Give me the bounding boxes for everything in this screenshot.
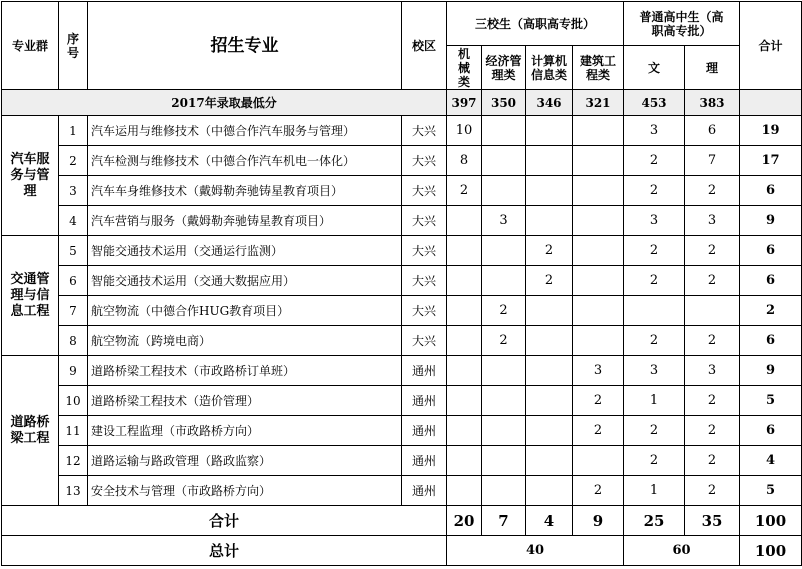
row-major: 航空物流（中德合作HUG教育项目） (88, 296, 402, 326)
row-campus: 大兴 (402, 176, 447, 206)
row-total: 9 (740, 206, 802, 236)
row-major: 智能交通技术运用（交通运行监测） (88, 236, 402, 266)
row-count-mech (447, 266, 482, 296)
header-sub-wen: 文 (624, 46, 685, 90)
row-count-mech: 10 (447, 116, 482, 146)
row-seq: 3 (59, 176, 88, 206)
row-campus: 通州 (402, 386, 447, 416)
min-score-total (740, 90, 802, 116)
row-count-li: 3 (685, 206, 740, 236)
min-score-construction: 321 (573, 90, 624, 116)
group-name: 道路桥梁工程 (2, 356, 59, 506)
row-count-wen: 3 (624, 116, 685, 146)
row-seq: 6 (59, 266, 88, 296)
row-count-wen: 2 (624, 176, 685, 206)
row-count-li: 2 (685, 446, 740, 476)
row-count-li: 2 (685, 326, 740, 356)
min-score-econ: 350 (482, 90, 526, 116)
group-name: 汽车服务与管理 (2, 116, 59, 236)
grand-total-row (2, 536, 802, 566)
row-seq: 7 (59, 296, 88, 326)
subtotal-econ: 7 (482, 506, 526, 536)
row-count-computer (526, 356, 573, 386)
row-count-mech (447, 416, 482, 446)
row-count-construction (573, 176, 624, 206)
row-count-econ (482, 386, 526, 416)
row-count-computer (526, 116, 573, 146)
subtotal-row (2, 506, 802, 536)
header-sub-mech: 机械类 (447, 46, 482, 90)
row-count-wen: 2 (624, 416, 685, 446)
table-row (2, 296, 802, 326)
table-row (2, 326, 802, 356)
row-seq: 2 (59, 146, 88, 176)
min-score-wen: 453 (624, 90, 685, 116)
table-row (2, 236, 802, 266)
row-count-construction (573, 116, 624, 146)
row-total: 6 (740, 416, 802, 446)
row-count-construction (573, 206, 624, 236)
row-count-econ: 3 (482, 206, 526, 236)
row-count-computer (526, 176, 573, 206)
table-row (2, 476, 802, 506)
header-sub-computer: 计算机信息类 (526, 46, 573, 90)
row-total: 5 (740, 476, 802, 506)
row-count-econ (482, 266, 526, 296)
row-total: 6 (740, 266, 802, 296)
row-count-econ (482, 236, 526, 266)
row-count-econ (482, 446, 526, 476)
row-count-econ (482, 146, 526, 176)
row-total: 6 (740, 236, 802, 266)
row-seq: 10 (59, 386, 88, 416)
group-name: 交通管理与信息工程 (2, 236, 59, 356)
row-count-li: 2 (685, 266, 740, 296)
row-total: 6 (740, 326, 802, 356)
row-count-wen: 2 (624, 236, 685, 266)
row-count-computer: 2 (526, 266, 573, 296)
row-count-computer (526, 146, 573, 176)
row-campus: 通州 (402, 446, 447, 476)
row-count-econ: 2 (482, 326, 526, 356)
row-count-wen: 1 (624, 386, 685, 416)
row-major: 智能交通技术运用（交通大数据应用） (88, 266, 402, 296)
row-count-econ (482, 116, 526, 146)
row-campus: 大兴 (402, 146, 447, 176)
row-count-construction: 2 (573, 386, 624, 416)
row-campus: 大兴 (402, 266, 447, 296)
header-three-school: 三校生（高职高专批） (447, 2, 624, 46)
row-count-construction (573, 326, 624, 356)
row-major: 建设工程监理（市政路桥方向） (88, 416, 402, 446)
min-score-li: 383 (685, 90, 740, 116)
table-row (2, 116, 802, 146)
row-count-li: 2 (685, 416, 740, 446)
row-count-mech (447, 386, 482, 416)
row-count-construction: 2 (573, 416, 624, 446)
header-sub-econ: 经济管理类 (482, 46, 526, 90)
header-sub-construction: 建筑工程类 (573, 46, 624, 90)
row-count-construction (573, 266, 624, 296)
subtotal-construction: 9 (573, 506, 624, 536)
row-count-econ (482, 476, 526, 506)
row-count-li: 3 (685, 356, 740, 386)
row-total: 5 (740, 386, 802, 416)
table-row (2, 176, 802, 206)
row-major: 汽车运用与维修技术（中德合作汽车服务与管理） (88, 116, 402, 146)
min-score-label: 2017年录取最低分 (2, 90, 447, 116)
row-campus: 大兴 (402, 116, 447, 146)
row-major: 安全技术与管理（市政路桥方向） (88, 476, 402, 506)
table-row (2, 416, 802, 446)
row-count-computer (526, 386, 573, 416)
row-count-computer (526, 296, 573, 326)
row-count-computer (526, 446, 573, 476)
row-major: 道路桥梁工程技术（造价管理） (88, 386, 402, 416)
grand-total-three-school: 40 (447, 536, 624, 566)
header-group: 专业群 (2, 2, 59, 90)
subtotal-wen: 25 (624, 506, 685, 536)
row-seq: 1 (59, 116, 88, 146)
row-seq: 4 (59, 206, 88, 236)
row-count-wen: 1 (624, 476, 685, 506)
row-count-wen: 2 (624, 326, 685, 356)
row-seq: 9 (59, 356, 88, 386)
row-count-mech (447, 236, 482, 266)
grand-total-total: 100 (740, 536, 802, 566)
row-count-econ (482, 416, 526, 446)
row-count-mech: 2 (447, 176, 482, 206)
header-high-school: 普通高中生（高职高专批） (624, 2, 740, 46)
subtotal-li: 35 (685, 506, 740, 536)
row-count-wen (624, 296, 685, 326)
row-count-wen: 3 (624, 356, 685, 386)
row-total: 2 (740, 296, 802, 326)
row-count-computer (526, 476, 573, 506)
row-count-construction (573, 236, 624, 266)
row-major: 汽车检测与维修技术（中德合作汽车机电一体化） (88, 146, 402, 176)
row-count-li: 2 (685, 476, 740, 506)
table-row (2, 206, 802, 236)
row-count-mech (447, 326, 482, 356)
row-major: 汽车车身维修技术（戴姆勒奔驰铸星教育项目） (88, 176, 402, 206)
row-count-computer: 2 (526, 236, 573, 266)
row-count-construction: 3 (573, 356, 624, 386)
row-campus: 大兴 (402, 296, 447, 326)
row-count-construction: 2 (573, 476, 624, 506)
grand-total-label: 总计 (2, 536, 447, 566)
row-campus: 通州 (402, 476, 447, 506)
row-count-mech (447, 446, 482, 476)
row-total: 6 (740, 176, 802, 206)
row-total: 9 (740, 356, 802, 386)
row-count-econ (482, 176, 526, 206)
row-count-econ (482, 356, 526, 386)
subtotal-label: 合计 (2, 506, 447, 536)
row-count-construction (573, 446, 624, 476)
subtotal-mech: 20 (447, 506, 482, 536)
min-score-mech: 397 (447, 90, 482, 116)
subtotal-computer: 4 (526, 506, 573, 536)
row-count-econ: 2 (482, 296, 526, 326)
row-seq: 12 (59, 446, 88, 476)
header-total: 合计 (740, 2, 802, 90)
row-major: 道路运输与路政管理（路政监察） (88, 446, 402, 476)
subtotal-total: 100 (740, 506, 802, 536)
grand-total-high-school: 60 (624, 536, 740, 566)
row-count-mech (447, 296, 482, 326)
row-campus: 通州 (402, 416, 447, 446)
row-count-construction (573, 296, 624, 326)
row-count-li: 2 (685, 236, 740, 266)
row-count-computer (526, 326, 573, 356)
row-count-li: 2 (685, 386, 740, 416)
row-count-mech (447, 356, 482, 386)
row-count-wen: 2 (624, 146, 685, 176)
enrollment-plan-table (1, 1, 802, 566)
header-sub-li: 理 (685, 46, 740, 90)
header-major: 招生专业 (88, 2, 402, 90)
row-campus: 大兴 (402, 236, 447, 266)
row-campus: 大兴 (402, 206, 447, 236)
min-score-computer: 346 (526, 90, 573, 116)
row-seq: 8 (59, 326, 88, 356)
header-seq: 序号 (59, 2, 88, 90)
row-count-mech: 8 (447, 146, 482, 176)
row-count-li (685, 296, 740, 326)
header-campus: 校区 (402, 2, 447, 90)
row-major: 道路桥梁工程技术（市政路桥订单班） (88, 356, 402, 386)
row-seq: 13 (59, 476, 88, 506)
row-seq: 5 (59, 236, 88, 266)
row-count-mech (447, 476, 482, 506)
row-count-mech (447, 206, 482, 236)
table-row (2, 386, 802, 416)
row-count-wen: 2 (624, 446, 685, 476)
row-major: 汽车营销与服务（戴姆勒奔驰铸星教育项目） (88, 206, 402, 236)
row-seq: 11 (59, 416, 88, 446)
row-count-wen: 3 (624, 206, 685, 236)
row-campus: 通州 (402, 356, 447, 386)
row-total: 4 (740, 446, 802, 476)
row-count-li: 7 (685, 146, 740, 176)
table-row (2, 356, 802, 386)
row-total: 19 (740, 116, 802, 146)
table-row (2, 266, 802, 296)
row-total: 17 (740, 146, 802, 176)
row-count-wen: 2 (624, 266, 685, 296)
row-count-li: 6 (685, 116, 740, 146)
row-count-computer (526, 206, 573, 236)
row-count-computer (526, 416, 573, 446)
row-major: 航空物流（跨境电商） (88, 326, 402, 356)
row-campus: 大兴 (402, 326, 447, 356)
table-row (2, 146, 802, 176)
row-count-construction (573, 146, 624, 176)
row-count-li: 2 (685, 176, 740, 206)
table-row (2, 446, 802, 476)
